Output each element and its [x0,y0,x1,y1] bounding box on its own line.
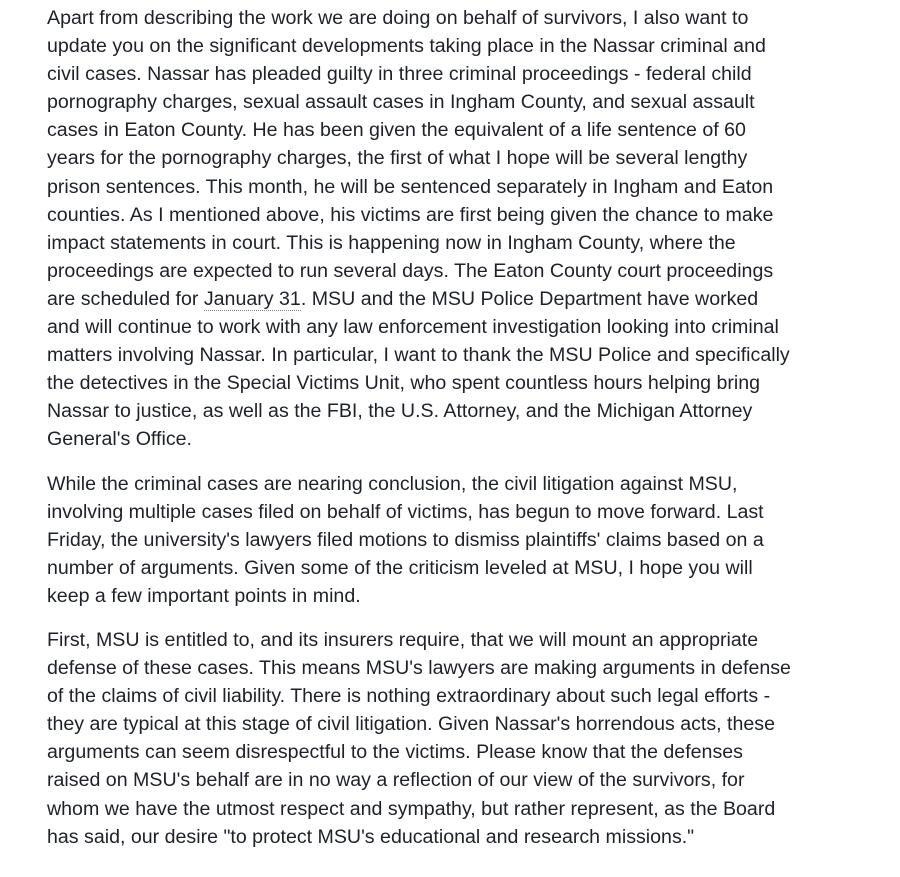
text-line: the detectives in the Special Victims Unit, who spent countless hours helping bring [47,372,761,395]
text-line: cases in Eaton County. He has been given the equivalent of a life sentence of 60 [47,119,746,142]
text-line: raised on MSU's behalf are in no way a reflection of our view of the survivors, for [47,769,745,792]
text-line: impact statements in court. This is happening now in Ingham County, where the [47,231,736,254]
text-line: Nassar to justice, as well as the FBI, the U.S. Attorney, and the Michigan Attorney [47,400,753,423]
text-line: civil cases. Nassar has pleaded guilty in three criminal proceedings - federal child [47,63,752,86]
text-segment: . [300,287,312,310]
text-line: involving multiple cases filed on behalf of victims, has begun to move forward. Last [47,500,764,523]
text-line: Apart from describing the work we are doing on behalf of survivors, I also want to [47,7,749,29]
text-segment: are scheduled for [47,287,204,310]
text-line: prison sentences. This month, he will be sentenced separately in Ingham and Eaton [47,175,774,198]
paragraph-defense [47,626,892,851]
text-line: First, MSU is entitled to, and its insurers require, that we will mount an appropriate [47,628,759,651]
text-line: Friday, the university's lawyers filed motions to dismiss plaintiffs' claims based on a [47,528,764,551]
paragraph-criminal-cases [47,4,892,454]
text-line: number of arguments. Given some of the criticism leveled at MSU, I hope you will [47,556,753,579]
document-body [47,4,892,867]
text-segment: MSU and the MSU Police Department have worked [311,287,759,310]
text-line: whom we have the utmost respect and sympathy, but rather represent, as the Board [47,797,776,820]
text-line: they are typical at this stage of civil litigation. Given Nassar's horrendous acts, these [47,713,775,736]
text-line: and will continue to work with any law enforcement investigation looking into criminal [47,316,779,339]
text-line: counties. As I mentioned above, his victims are first being given the chance to make [47,203,774,226]
text-line: update you on the significant developments taking place in the Nassar criminal and [47,35,766,58]
text-line: years for the pornography charges, the first of what I hope will be several lengthy [47,147,748,170]
text-line: has said, our desire "to protect MSU's educational and research missions." [47,825,695,848]
text-line: General's Office. [47,428,192,451]
date-link-january-31[interactable]: January 31 [203,287,301,310]
text-line: defense of these cases. This means MSU's lawyers are making arguments in defense [47,657,791,680]
text-line: matters involving Nassar. In particular, I want to thank the MSU Police and specifically [47,344,790,367]
text-line: of the claims of civil liability. There is nothing extraordinary about such legal efforts - [47,685,771,708]
text-line: proceedings are expected to run several days. The Eaton County court proceedings [47,259,774,282]
text-line: arguments can seem disrespectful to the victims. Please know that the defenses [47,741,743,764]
text-line-with-date [47,285,892,313]
text-line: pornography charges, sexual assault cases in Ingham County, and sexual assault [47,91,755,114]
text-line: While the criminal cases are nearing conclusion, the civil litigation against MSU, [47,472,738,495]
text-line: keep a few important points in mind. [47,584,361,607]
paragraph-civil-litigation [47,470,892,610]
